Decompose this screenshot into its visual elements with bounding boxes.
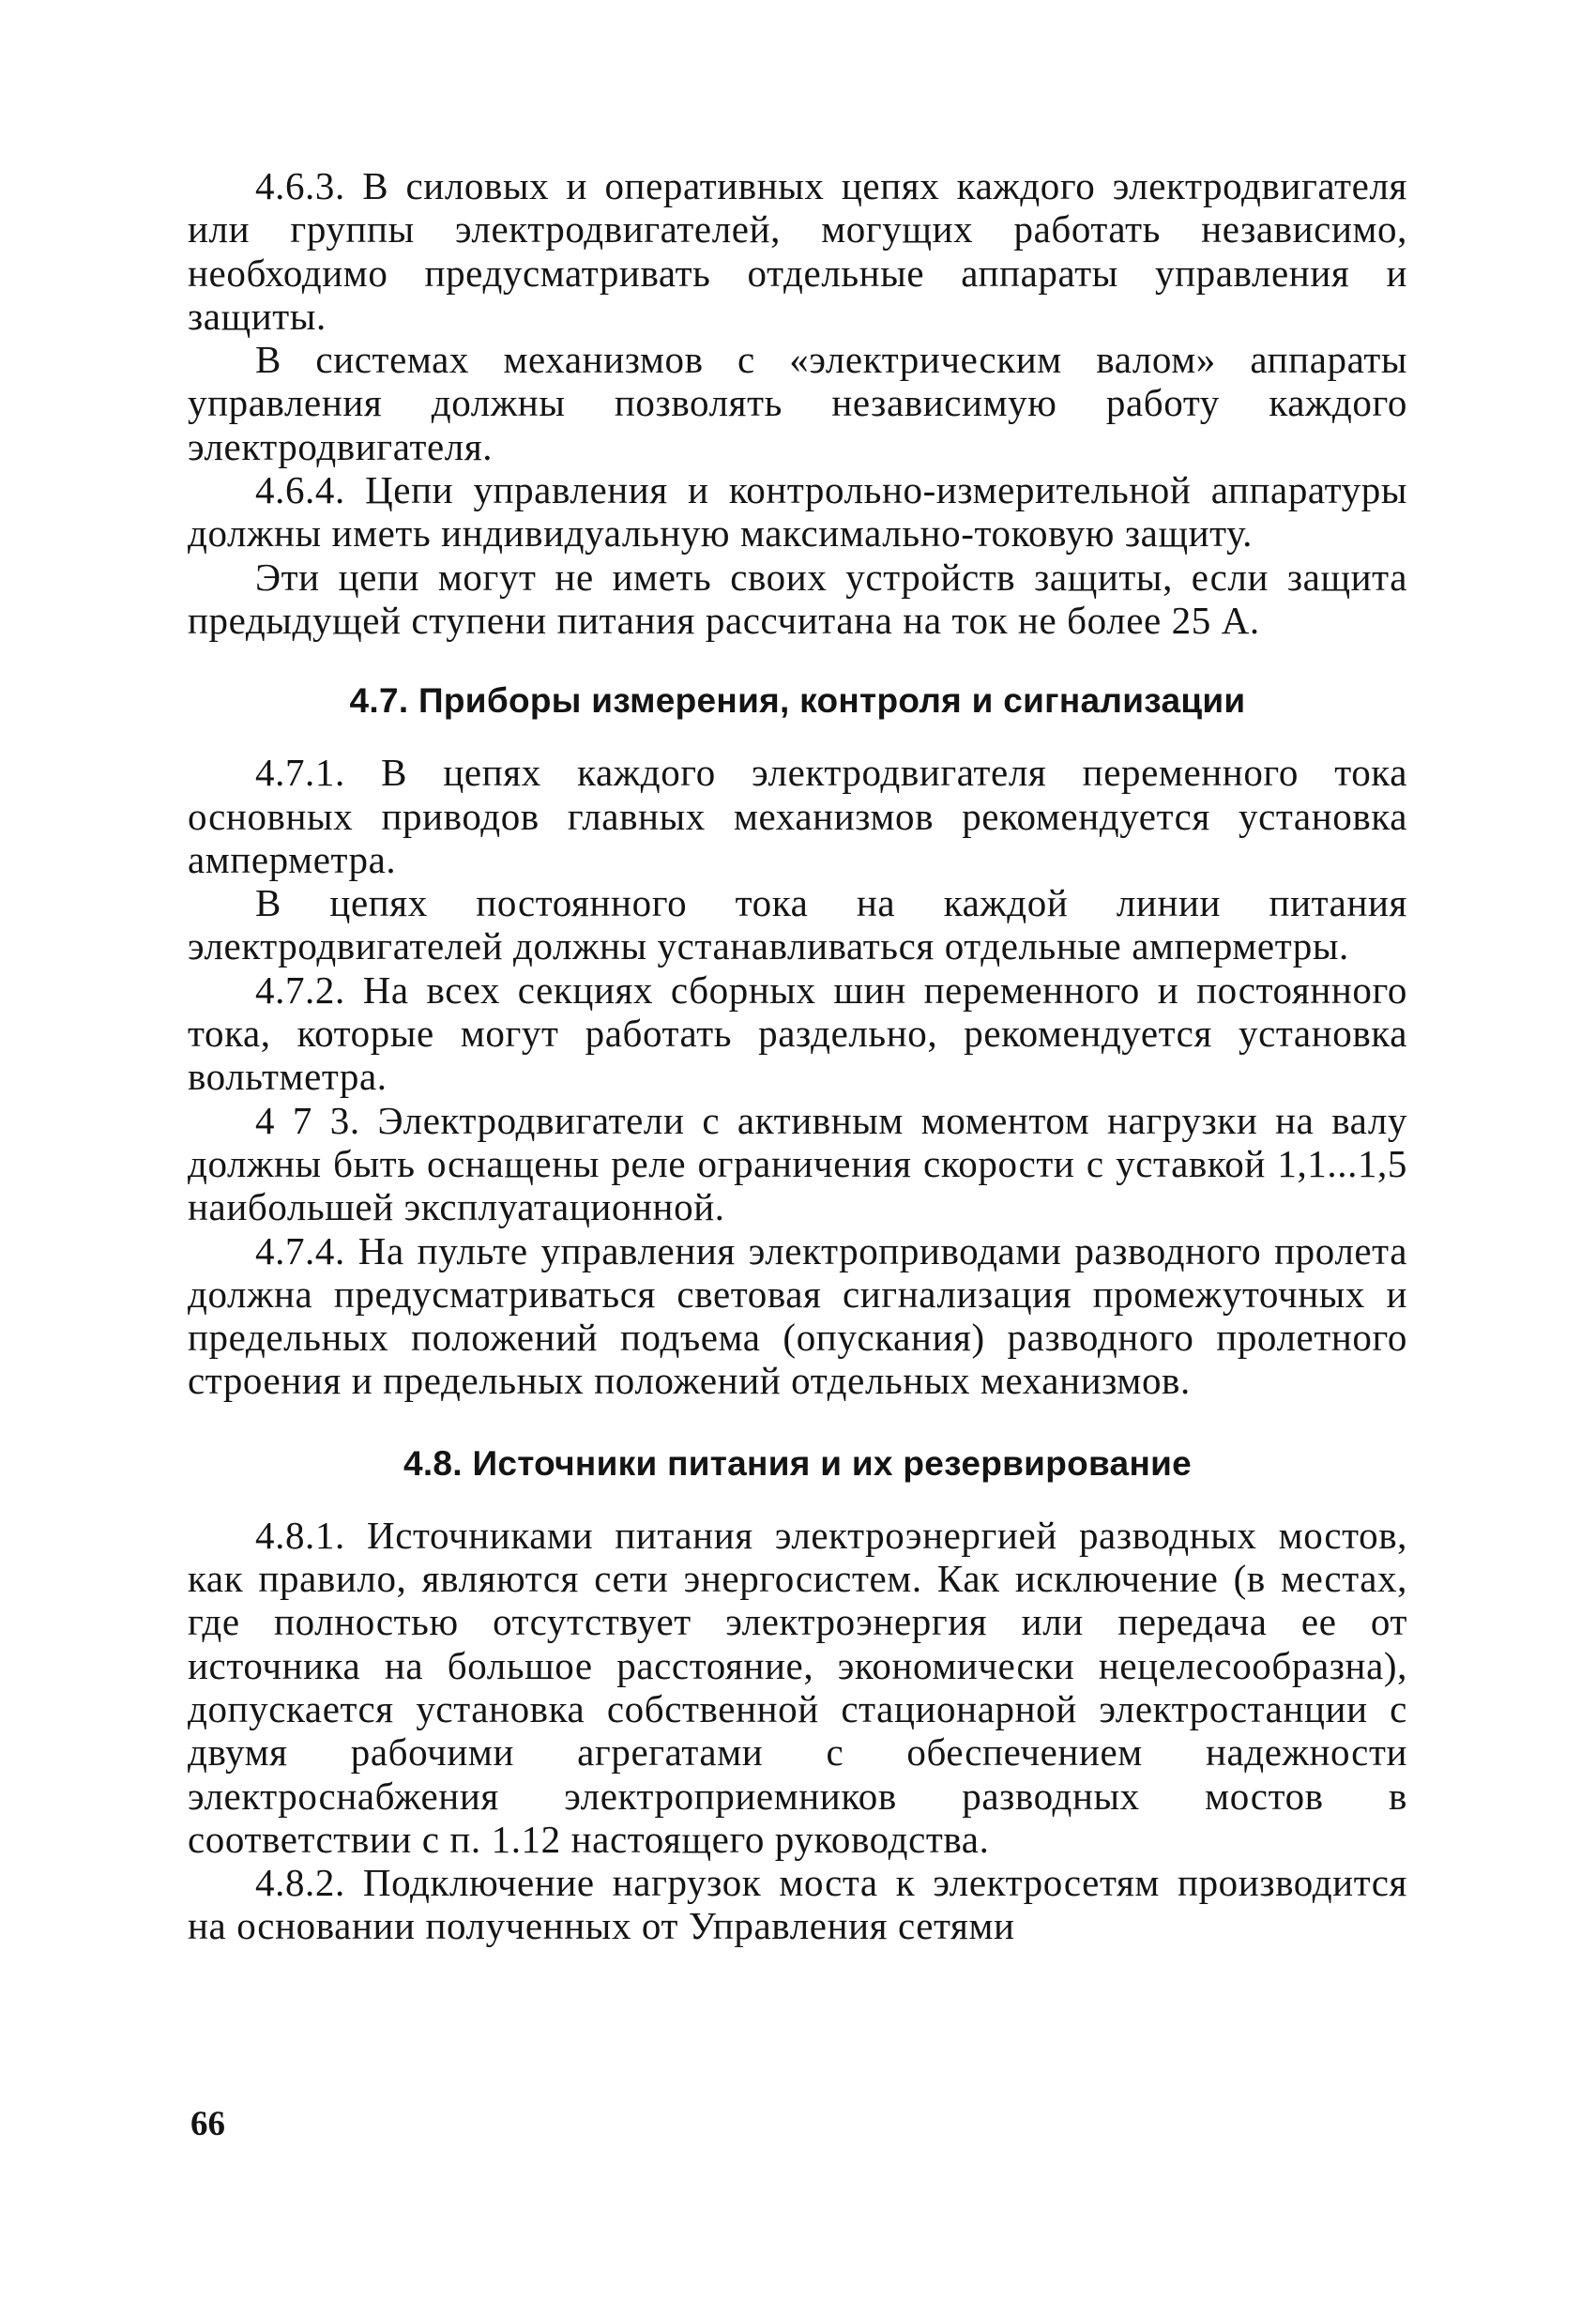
paragraph-4-6-3: 4.6.3. В силовых и оперативных цепях каждого электродвигателя или группы электродвигателей, могущих работать независимо, необходимо предусматривать отдельные аппараты управления и защиты. bbox=[188, 164, 1407, 338]
paragraph-4-7-3: 4 7 3. Электродвигатели с активным моментом нагрузки на валу должны быть оснащены реле ограничения скорости с уставкой 1,1...1,5 наибольшей эксплуатационной. bbox=[188, 1098, 1407, 1229]
page-number: 66 bbox=[190, 2105, 225, 2143]
paragraph-dc-ammeters: В цепях постоянного тока на каждой линии питания электродвигателей должны устанавливаться отдельные амперметры. bbox=[188, 881, 1407, 968]
document-page bbox=[188, 164, 1407, 1948]
section-heading-4-7: 4.7. Приборы измерения, контроля и сигнализации bbox=[349, 681, 1246, 721]
paragraph-4-6-4: 4.6.4. Цепи управления и контрольно-измерительной аппаратуры должны иметь индивидуальную максимально-токовую защиту. bbox=[188, 468, 1407, 556]
paragraph-4-7-2: 4.7.2. На всех секциях сборных шин переменного и постоянного тока, которые могут работать раздельно, рекомендуется установка вольтметра. bbox=[188, 968, 1407, 1099]
paragraph-electric-shaft: В системах механизмов с «электрическим валом» аппараты управления должны позволять независимую работу каждого электродвигателя. bbox=[188, 338, 1407, 468]
section-heading-4-8: 4.8. Источники питания и их резервирование bbox=[403, 1443, 1193, 1483]
paragraph-4-8-1: 4.8.1. Источниками питания электроэнергией разводных мостов, как правило, являются сети энергосистем. Как исключение (в местах, где полностью отсутствует электроэнергия или передача ее от источника на большое расстояние, экономически нецелесообразна), допускается установка собственной стационарной электростанции с двумя рабочими агрегатами с обеспечением надежности электроснабжения электроприемников разводных мостов в соответствии с п. 1.12 настоящего руководства. bbox=[188, 1513, 1407, 1861]
paragraph-4-7-4: 4.7.4. На пульте управления электроприводами разводного пролета должна предусматриваться световая сигнализация промежуточных и предельных положений подъема (опускания) разводного пролетного строения и предельных положений отдельных механизмов. bbox=[188, 1228, 1407, 1403]
paragraph-protection-25a: Эти цепи могут не иметь своих устройств защиты, если защита предыдущей ступени питания рассчитана на ток не более 25 А. bbox=[188, 555, 1407, 642]
paragraph-4-7-1: 4.7.1. В цепях каждого электродвигателя переменного тока основных приводов главных механизмов рекомендуется установка амперметра. bbox=[188, 751, 1407, 881]
paragraph-4-8-2: 4.8.2. Подключение нагрузок моста к электросетям производится на основании полученных от Управления сетями bbox=[188, 1861, 1407, 1948]
